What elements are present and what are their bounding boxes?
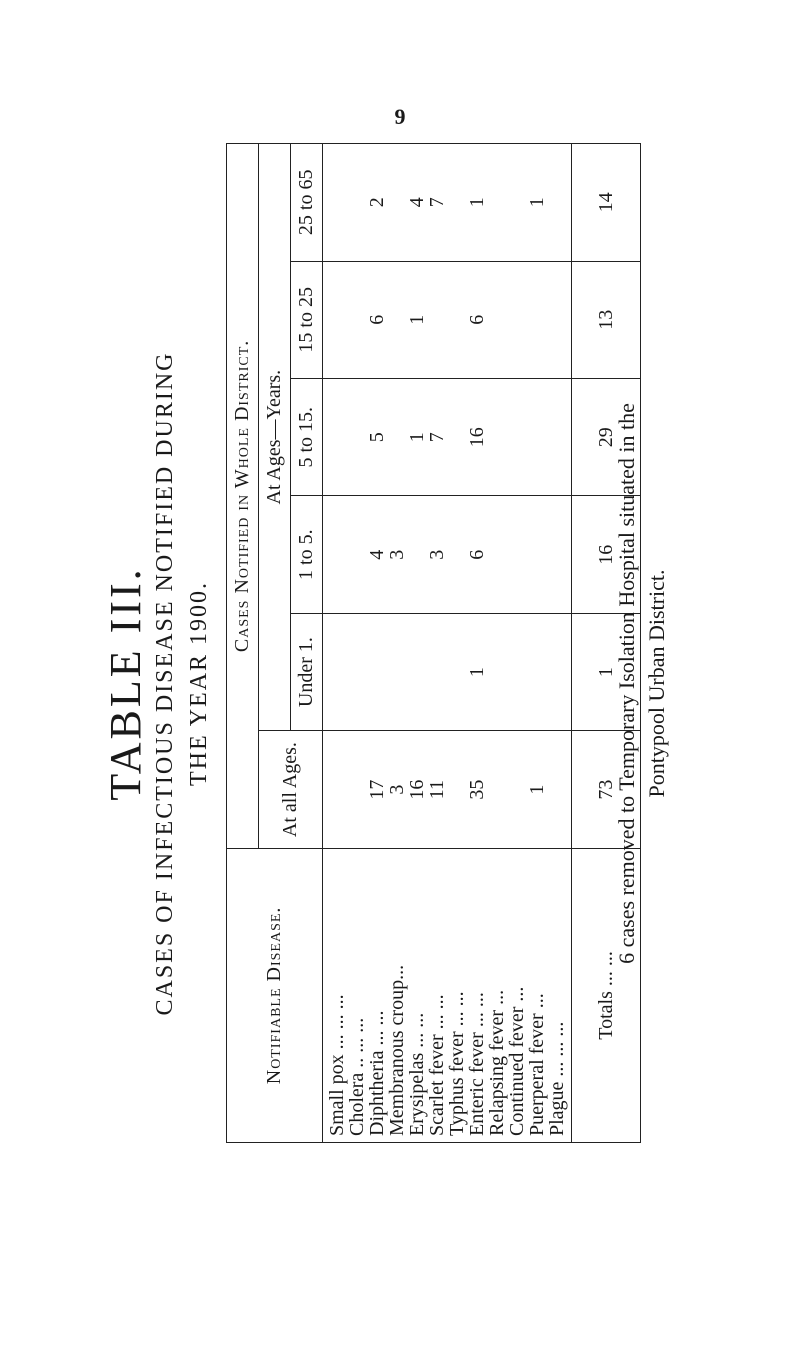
case-count: 1	[406, 432, 428, 443]
under-1-column	[323, 613, 572, 730]
disease-name: Puerperal fever ...	[526, 993, 548, 1136]
disease-table	[226, 143, 641, 1143]
disease-name: Erysipelas ... ...	[406, 1012, 428, 1136]
case-count	[547, 268, 567, 372]
all-ages-column	[323, 731, 572, 848]
table-subtitle-line-2: THE YEAR 1900.	[186, 580, 212, 787]
disease-name: Typhus fever ... ...	[446, 991, 468, 1136]
footnote	[612, 0, 672, 1367]
case-count	[367, 620, 387, 724]
case-count: 4	[406, 197, 428, 208]
disease-column	[323, 848, 572, 1142]
case-count	[347, 385, 367, 489]
case-count: 11	[426, 779, 448, 800]
case-count: 17	[366, 779, 388, 800]
case-count	[447, 620, 467, 724]
case-count	[327, 502, 347, 606]
disease-name: Continued fever ...	[506, 986, 528, 1136]
header-age-15-25: 15 to 25	[291, 261, 323, 378]
totals-age-5-15: 29	[572, 379, 641, 496]
case-count: 1	[406, 314, 428, 325]
header-notifiable-disease: Notifiable Disease.	[227, 848, 323, 1142]
case-count	[507, 620, 527, 724]
case-count: 2	[366, 197, 388, 208]
case-count	[527, 385, 547, 489]
case-count: 1	[466, 667, 488, 678]
disease-name: Scarlet fever ... ...	[426, 994, 448, 1136]
body-row	[323, 144, 572, 1143]
case-count: 7	[426, 197, 448, 208]
case-count	[487, 150, 507, 255]
case-count: 3	[426, 549, 448, 560]
footnote-line-1: 6 cases removed to Temporary Isolation Hospital situated in the	[614, 403, 639, 964]
case-count	[427, 620, 447, 724]
table-subtitle-line-1: CASES OF INFECTIOUS DISEASE NOTIFIED DURING	[152, 351, 178, 1016]
disease-name: Enteric fever ... ...	[466, 992, 488, 1136]
footnote-line-2: Pontypool Urban District.	[644, 569, 669, 798]
case-count	[547, 502, 567, 606]
age-25-65-column	[323, 144, 572, 262]
case-count	[527, 502, 547, 606]
case-count	[487, 268, 507, 372]
header-age-group: At Ages—Years.	[259, 144, 291, 731]
header-cases-notified: Cases Notified in Whole District.	[227, 144, 259, 849]
case-count	[427, 268, 447, 372]
header-age-25-65: 25 to 65	[291, 144, 323, 262]
case-count: 16	[466, 427, 488, 448]
totals-age-1-5: 16	[572, 496, 641, 613]
totals-label: Totals ... ...	[572, 848, 641, 1142]
case-count: 6	[466, 549, 488, 560]
header-all-ages: At all Ages.	[259, 731, 323, 848]
age-5-15-column	[323, 379, 572, 496]
header-age-under-1: Under 1.	[291, 613, 323, 730]
case-count	[327, 150, 347, 255]
case-count	[507, 150, 527, 255]
case-count	[407, 620, 427, 724]
table-title: TABLE III.	[101, 566, 150, 801]
case-count	[387, 268, 407, 372]
case-count	[447, 737, 467, 841]
case-count	[387, 620, 407, 724]
disease-name: Cholera .. ... ...	[346, 1017, 368, 1136]
case-count	[507, 385, 527, 489]
totals-all-ages: 73	[572, 731, 641, 848]
case-count	[347, 268, 367, 372]
case-count	[447, 150, 467, 255]
disease-name: Relapsing fever ...	[486, 989, 508, 1136]
disease-name: Small pox ... ... ...	[326, 994, 348, 1136]
case-count	[487, 502, 507, 606]
case-count: 6	[466, 314, 488, 325]
totals-under-1: 1	[572, 613, 641, 730]
case-count	[447, 385, 467, 489]
case-count	[347, 737, 367, 841]
case-count	[507, 502, 527, 606]
totals-age-25-65: 14	[572, 144, 641, 262]
age-1-5-column	[323, 496, 572, 613]
disease-name: Diphtheria ... ...	[366, 1010, 388, 1136]
case-count	[527, 620, 547, 724]
case-count: 1	[466, 197, 488, 208]
case-count	[407, 502, 427, 606]
case-count	[327, 737, 347, 841]
case-count: 4	[366, 549, 388, 560]
header-row-1	[227, 144, 259, 1143]
disease-name: Membranous croup...	[386, 964, 408, 1136]
case-count	[547, 737, 567, 841]
case-count	[327, 268, 347, 372]
page-number: 9	[394, 104, 406, 129]
case-count	[327, 620, 347, 724]
case-count: 3	[386, 549, 408, 560]
case-count	[507, 737, 527, 841]
case-count	[547, 385, 567, 489]
case-count	[487, 385, 507, 489]
case-count	[527, 268, 547, 372]
case-count	[487, 620, 507, 724]
case-count: 35	[466, 779, 488, 800]
case-count: 3	[386, 784, 408, 795]
disease-name: Plague ... ... ...	[546, 1021, 568, 1136]
case-count: 1	[526, 197, 548, 208]
totals-age-15-25: 13	[572, 261, 641, 378]
case-count: 6	[366, 314, 388, 325]
header-age-1-5: 1 to 5.	[291, 496, 323, 613]
case-count: 7	[426, 432, 448, 443]
header-age-5-15: 5 to 15.	[291, 379, 323, 496]
case-count	[387, 385, 407, 489]
case-count: 5	[366, 432, 388, 443]
age-15-25-column	[323, 261, 572, 378]
case-count	[487, 737, 507, 841]
case-count	[387, 150, 407, 255]
case-count	[447, 502, 467, 606]
case-count	[327, 385, 347, 489]
case-count	[347, 502, 367, 606]
case-count	[547, 150, 567, 255]
case-count	[447, 268, 467, 372]
case-count	[347, 620, 367, 724]
case-count	[347, 150, 367, 255]
case-count: 1	[526, 784, 548, 795]
case-count: 16	[406, 779, 428, 800]
case-count	[547, 620, 567, 724]
case-count	[507, 268, 527, 372]
